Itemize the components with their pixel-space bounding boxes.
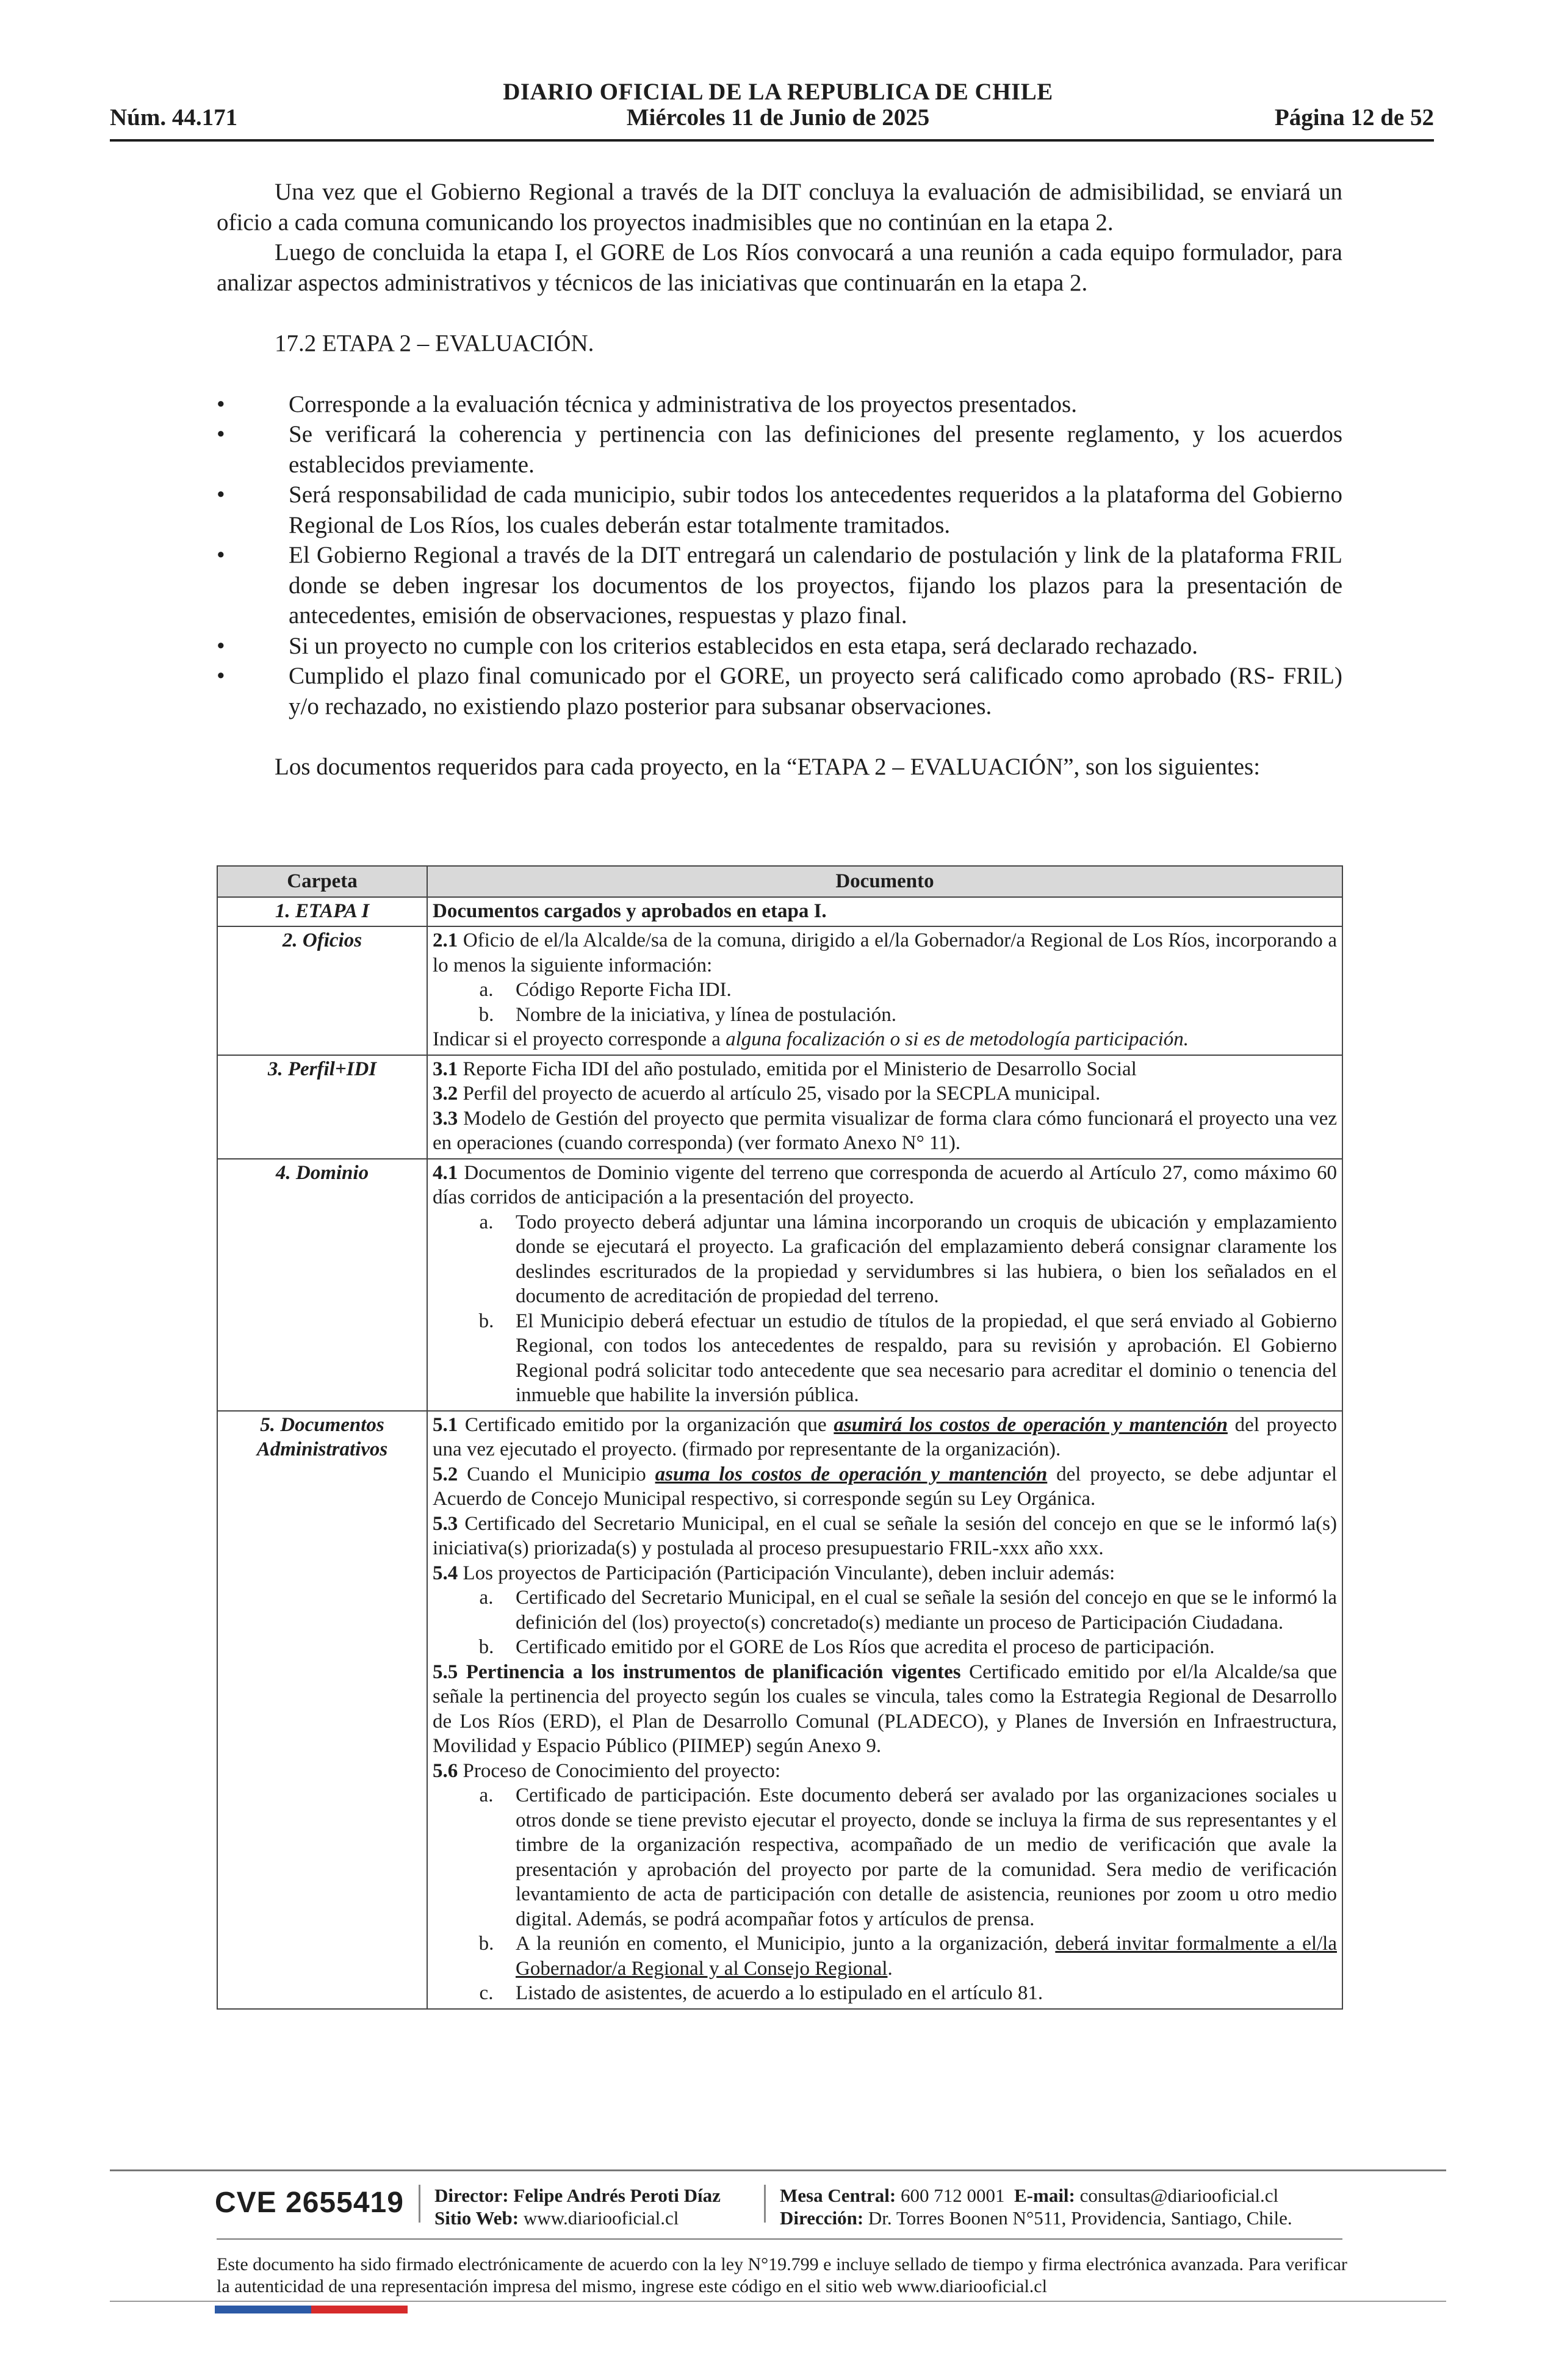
footer-divider — [110, 2169, 1446, 2171]
footer-separator — [419, 2185, 420, 2223]
document-cell: Documentos cargados y aprobados en etapa I. — [427, 897, 1342, 927]
page-number: Página 12 de 52 — [1274, 104, 1434, 131]
list-item: • El Gobierno Regional a través de la DIT entregará un calendario de postulación y link de la plataforma FRIL donde se deben ingresar los documentos de los proyectos, fijando los plazos para la presentación de antecedentes, emisión de observaciones, respuestas y plazo final. — [217, 540, 1342, 631]
folder-cell: 5. Documentos Administrativos — [217, 1411, 427, 2009]
column-header-document: Documento — [427, 866, 1342, 897]
document-cell: 4.1 Documentos de Dominio vigente del terreno que corresponda de acuerdo al Artículo 27, como máximo 60 días corridos de anticipación a la presentación del proyecto. a. Todo proyecto deberá adjuntar una lámina incorporando un croquis de ubicación y emplazamiento donde se ejecutará el proyecto. La graficación del emplazamiento deberá consignar claramente los deslindes escriturados de la propiedad y servidumbres si las hubiera, o bien los señalados en el documento de acreditación de propiedad del terreno. b. El Municipio deberá efectuar un estudio de títulos de la propiedad, el que será enviado al Gobierno Regional, con todos los antecedentes de respaldo, para su revisión y aprobación. El Gobierno Regional podrá solicitar todo antecedente que sea necesario para acreditar el dominio o tenencia del inmueble que habilite la inversión pública. — [427, 1159, 1342, 1411]
table-row — [217, 1055, 1342, 1159]
folder-cell: 2. Oficios — [217, 926, 427, 1055]
column-header-folder: Carpeta — [217, 866, 427, 897]
document-cell: 5.1 Certificado emitido por la organización que asumirá los costos de operación y mantención del proyecto una vez ejecutado el proyecto. (firmado por representante de la organización). 5.2 Cuando el Municipio asuma los costos de operación y mantención del proyecto, se debe adjuntar el Acuerdo de Concejo Municipal respectivo, si corresponde según su Ley Orgánica. 5.3 Certificado del Secretario Municipal, en el cual se señale la sesión del concejo en que se le informó la(s) iniciativa(s) priorizada(s) y postulada al proceso presupuestario FRIL-xxx año xxx. 5.4 Los proyectos de Participación (Participación Vinculante), deben incluir además: a. Certificado del Secretario Municipal, en el cual se señale la sesión del concejo en que se le informó la definición del (los) proyecto(s) concretado(s) mediante un proceso de Participación Ciudadana. b. Certificado emitido por el GORE de Los Ríos que acredita el proceso de participación. 5.5 Pertinencia a los instrumentos de planificación vigentes Certificado emitido por el/la Alcalde/sa que señale la pertinencia del proyecto según los cuales se vincula, tales como la Estrategia Regional de Desarrollo de Los Ríos (ERD), el Plan de Desarrollo Comunal (PLADECO), y Planes de Inversión en Infraestructura, Movilidad y Espacio Público (PIIMEP) según Anexo 9. 5.6 Proceso de Conocimiento del proyecto: a. Certificado de participación. Este documento deberá ser avalado por las organizaciones sociales u otros donde se tiene previsto ejecutar el proyecto, donde se incluya la firma de sus representantes y el timbre de la organización respectiva, acompañado de un medio de verificación que avale la presentación y aprobación del proyecto por parte de la comunidad. Sera medio de verificación levantamiento de acta de participación con detalle de asistencia, reuniones por zoom u otro medio digital. Además, se podrá acompañar fotos y artículos de prensa. b. A la reunión en comento, el Municipio, junto a la organización, deberá invitar formalmente a el/la Gobernador/a Regional y al Consejo Regional. c. Listado de asistentes, de acuerdo a lo estipulado en el artículo 81. — [427, 1411, 1342, 2009]
legal-notice: Este documento ha sido firmado electrónicamente de acuerdo con la ley N°19.799 e incluye sellado de tiempo y firma electrónica avanzada. Para verificar la autenticidad de una representación impresa del mismo, ingrese este código en el sitio web www.diariooficial.cl — [217, 2254, 1347, 2296]
paragraph-meeting: Luego de concluida la etapa I, el GORE de Los Ríos convocará a una reunión a cada equipo formulador, para analizar aspectos administrativos y técnicos de las iniciativas que continuarán en la etapa 2. — [217, 239, 1342, 296]
list-item: • Corresponde a la evaluación técnica y administrativa de los proyectos presentados. — [217, 389, 1342, 420]
bullet-marker: • — [217, 663, 225, 689]
director-info: Director: Felipe Andrés Peroti Díaz Sitio Web: www.diariooficial.cl — [434, 2185, 721, 2229]
document-body — [217, 177, 1342, 782]
section-heading: 17.2 ETAPA 2 – EVALUACIÓN. — [275, 330, 594, 356]
document-cell: 3.1 Reporte Ficha IDI del año postulado, emitida por el Ministerio de Desarrollo Social 3.2 Perfil del proyecto de acuerdo al artículo 25, visado por la SECPLA municipal. 3.3 Modelo de Gestión del proyecto que permita visualizar de forma clara cómo funcionará el proyecto una vez en operaciones (cuando corresponda) (ver formato Anexo N° 11). — [427, 1055, 1342, 1159]
footer-separator — [764, 2185, 766, 2223]
cve-code: CVE 2655419 — [215, 2187, 404, 2219]
list-item: • Será responsabilidad de cada municipio, subir todos los antecedentes requeridos a la plataforma del Gobierno Regional de Los Ríos, los cuales deberán estar totalmente tramitados. — [217, 480, 1342, 540]
bullet-list — [217, 389, 1342, 722]
list-item: • Cumplido el plazo final comunicado por el GORE, un proyecto será calificado como aprobado (RS- FRIL) y/o rechazado, no existiendo plazo posterior para subsanar observaciones. — [217, 661, 1342, 721]
folder-cell: 3. Perfil+IDI — [217, 1055, 427, 1159]
table-row — [217, 1159, 1342, 1411]
paragraph-admissibility: Una vez que el Gobierno Regional a través de la DIT concluya la evaluación de admisibilidad, se enviará un oficio a cada comuna comunicando los proyectos inadmisibles que no continúan en la etapa 2. — [217, 179, 1342, 236]
contact-info: Mesa Central: 600 712 0001 E-mail: consultas@diariooficial.cl Dirección: Dr. Torres Boonen N°511, Providencia, Santiago, Chile. — [780, 2185, 1292, 2229]
folder-cell: 1. ETAPA I — [217, 897, 427, 927]
list-item: • Se verificará la coherencia y pertinencia con las definiciones del presente reglamento, y los acuerdos establecidos previamente. — [217, 419, 1342, 480]
table-row — [217, 926, 1342, 1055]
website-link[interactable]: www.diariooficial.cl — [519, 2207, 679, 2229]
issue-date: Miércoles 11 de Junio de 2025 — [626, 104, 930, 131]
bullet-marker: • — [217, 632, 225, 659]
issue-number: Núm. 44.171 — [110, 104, 238, 131]
bullet-marker: • — [217, 542, 225, 568]
bullet-marker: • — [217, 391, 225, 417]
newspaper-title: DIARIO OFICIAL DE LA REPUBLICA DE CHILE — [503, 79, 1053, 105]
email-link[interactable]: consultas@diariooficial.cl — [1075, 2185, 1279, 2206]
required-documents-table — [217, 865, 1343, 2010]
flag-stripe-blue — [215, 2306, 311, 2313]
folder-cell: 4. Dominio — [217, 1159, 427, 1411]
paragraph-required-docs: Los documentos requeridos para cada proyecto, en la “ETAPA 2 – EVALUACIÓN”, son los siguientes: — [275, 754, 1261, 780]
table-header-row — [217, 866, 1342, 897]
bullet-marker: • — [217, 481, 225, 508]
footer-divider — [110, 2301, 1446, 2302]
footer-divider — [217, 2238, 1342, 2240]
bullet-marker: • — [217, 421, 225, 447]
table-row — [217, 897, 1342, 927]
list-item: • Si un proyecto no cumple con los criterios establecidos en esta etapa, será declarado rechazado. — [217, 631, 1342, 662]
table-row — [217, 1411, 1342, 2009]
document-cell: 2.1 Oficio de el/la Alcalde/sa de la comuna, dirigido a el/la Gobernador/a Regional de Los Ríos, incorporando a lo menos la siguiente información: a. Código Reporte Ficha IDI. b. Nombre de la iniciativa, y línea de postulación. Indicar si el proyecto corresponde a alguna focalización o si es de metodología participación. — [427, 926, 1342, 1055]
flag-stripe-red — [311, 2306, 408, 2313]
header-divider — [110, 139, 1434, 142]
